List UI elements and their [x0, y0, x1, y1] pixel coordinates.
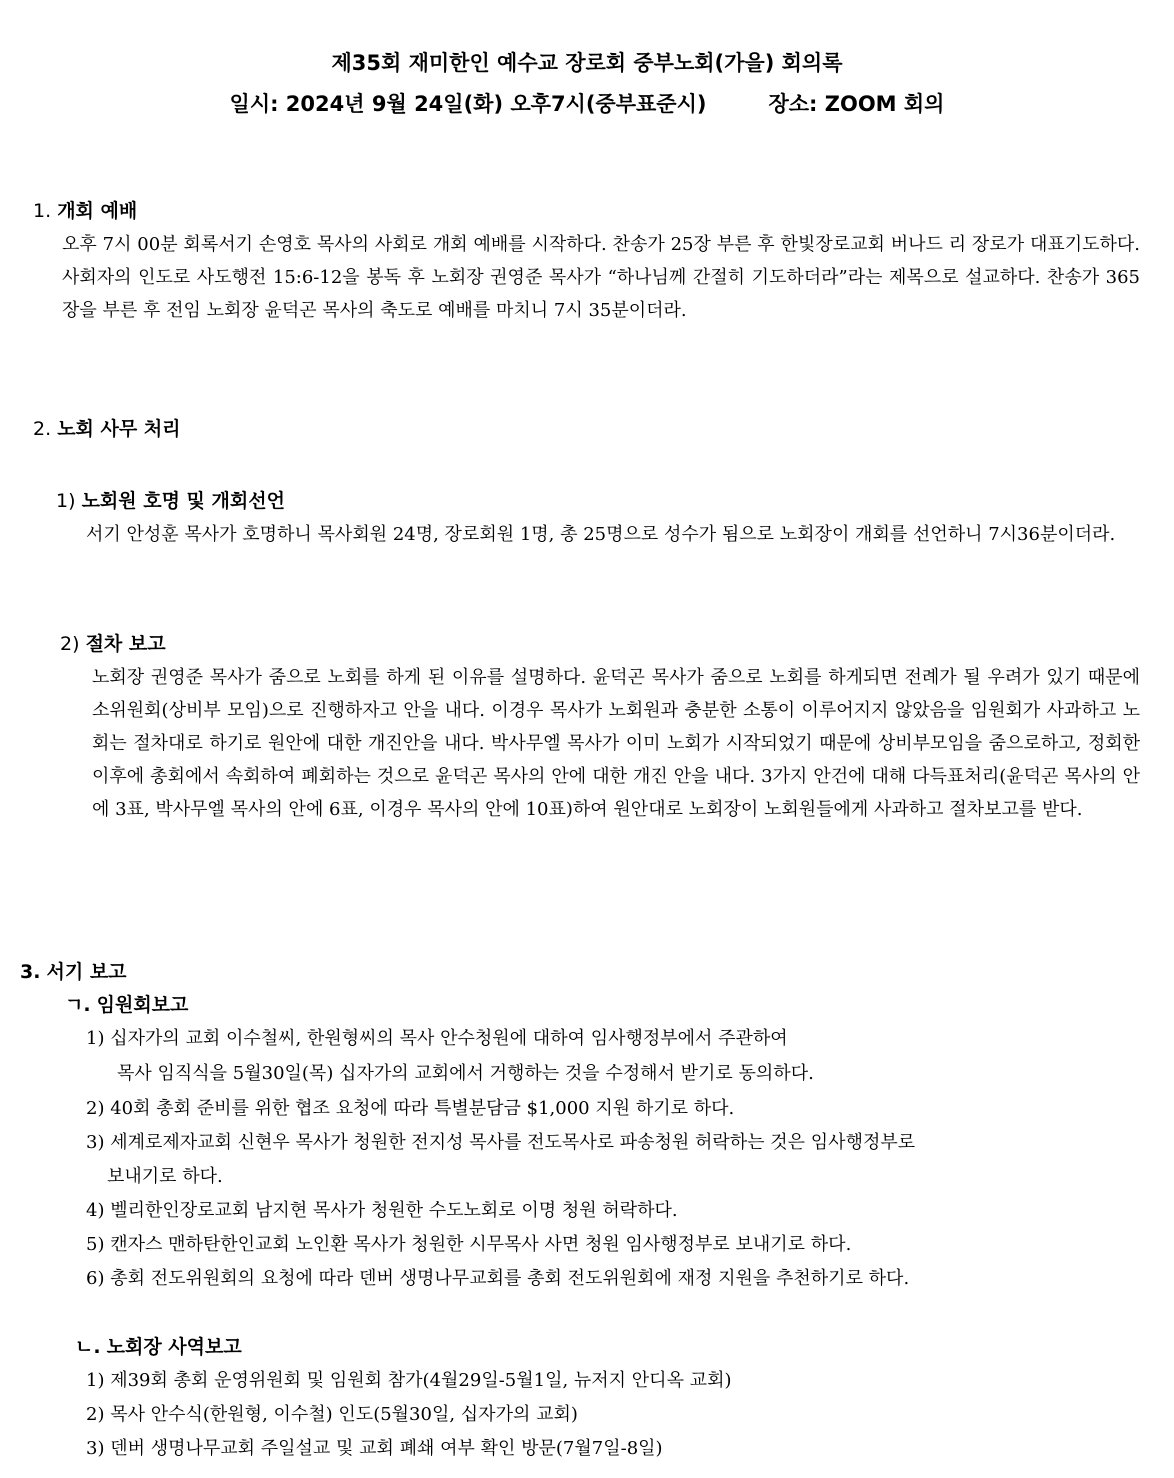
list-item — [86, 1230, 851, 1256]
item-text: 세계로제자교회 신현우 목사가 청원한 전지성 목사를 전도목사로 파송청원 허락하는 것은 임사행정부로 — [110, 1132, 916, 1153]
item-number: 3) — [86, 1132, 105, 1153]
list-item — [86, 1400, 578, 1426]
item-title: 노회원 호명 및 개회선언 — [81, 490, 285, 512]
item-number: 1) — [86, 1370, 105, 1391]
item-text: 캔자스 맨하탄한인교회 노인환 목사가 청원한 시무목사 사면 청원 임사행정부로 보내기로 하다. — [110, 1234, 852, 1255]
section-title: 서기 보고 — [46, 961, 127, 983]
item-text: 목사 안수식(한원형, 이수철) 인도(5월30일, 십자가의 교회) — [110, 1404, 578, 1425]
item-text: 벨리한인장로교회 남지현 목사가 청원한 수도노회로 이명 청원 허락하다. — [110, 1200, 678, 1221]
list-item — [86, 1264, 909, 1290]
meeting-place: 장소: ZOOM 회의 — [768, 92, 945, 116]
sub-title: 임원회보고 — [96, 994, 189, 1016]
section-1-heading — [33, 196, 137, 223]
section-2-item-2-body: 노회장 권영준 목사가 줌으로 노회를 하게 된 이유를 설명하다. 윤덕곤 목사가 줌으로 노회를 하게되면 전례가 될 우려가 있기 때문에 소위원회(상비부 모임)으로 진행하자고 안을 내다. 이경우 목사가 노회원과 충분한 소통이 이루어지지 않았음을 임원회가 사과하고 노회는 절차대로 하기로 원안에 대한 개진안을 내다. 박사무엘 목사가 이미 노회가 시작되었기 때문에 상비부모임을 줌으로하고, 정회한 이후에 총회에서 속회하여 폐회하는 것으로 윤덕곤 목사의 안에 대한 개진 안을 내다. 3가지 안건에 대해 다득표처리(윤덕곤 목사의 안에 3표, 박사무엘 목사의 안에 6표, 이경우 목사의 안에 10표)하여 원안대로 노회장이 노회원들에게 사과하고 절차보고를 받다. — [92, 667, 1140, 820]
document-title: 제35회 재미한인 예수교 장로회 중부노회(가을) 회의록 — [331, 51, 843, 75]
meeting-date-time: 일시: 2024년 9월 24일(화) 오후7시(중부표준시) — [229, 92, 707, 116]
section-3-sub-b-heading — [75, 1332, 242, 1359]
section-3-heading — [20, 957, 127, 984]
section-2-heading — [33, 414, 181, 441]
section-2-item-1-heading — [56, 486, 285, 513]
section-2-item-1-body: 서기 안성훈 목사가 호명하니 목사회원 24명, 장로회원 1명, 총 25명으로 성수가 됨으로 노회장이 개회를 선언하니 7시36분이더라. — [86, 524, 1116, 545]
item-number: 6) — [86, 1268, 105, 1289]
section-number: 2. — [33, 418, 52, 440]
list-item-continuation: 보내기로 하다. — [107, 1166, 223, 1187]
list-item-continuation: 목사 임직식을 5월30일(목) 십자가의 교회에서 거행하는 것을 수정해서 받기로 동의하다. — [117, 1063, 814, 1084]
sub-title: 노회장 사역보고 — [106, 1336, 242, 1358]
item-number: 5) — [86, 1234, 105, 1255]
item-number: 2) — [86, 1098, 105, 1119]
item-number: 2) — [60, 633, 80, 655]
item-text: 40회 총회 준비를 위한 협조 요청에 따라 특별분담금 $1,000 지원 하기로 하다. — [110, 1098, 735, 1119]
list-item — [86, 1128, 1142, 1154]
item-text: 제39회 총회 운영위원회 및 임원회 참가(4월29일-5월1일, 뉴저지 안디옥 교회) — [110, 1370, 732, 1391]
sub-marker: ㄴ. — [75, 1336, 101, 1358]
item-text: 십자가의 교회 이수철씨, 한원형씨의 목사 안수청원에 대하여 임사행정부에서 주관하여 — [110, 1028, 788, 1049]
item-number: 1) — [56, 490, 76, 512]
item-number: 4) — [86, 1200, 105, 1221]
section-title: 개회 예배 — [57, 200, 138, 222]
item-number: 1) — [86, 1028, 105, 1049]
item-number: 2) — [86, 1404, 105, 1425]
list-item — [86, 1024, 788, 1050]
meeting-info — [0, 88, 1174, 118]
section-number: 3. — [20, 961, 41, 983]
list-item — [86, 1434, 663, 1460]
list-item — [86, 1094, 734, 1120]
section-number: 1. — [33, 200, 52, 222]
item-title: 절차 보고 — [85, 633, 166, 655]
list-item — [86, 1366, 731, 1392]
sub-marker: ㄱ. — [65, 994, 91, 1016]
section-3-sub-a-heading — [65, 990, 188, 1017]
item-text: 덴버 생명나무교회 주일설교 및 교회 폐쇄 여부 확인 방문(7월7일-8일) — [110, 1438, 663, 1459]
section-1-body: 오후 7시 00분 회록서기 손영호 목사의 사회로 개회 예배를 시작하다. 찬송가 25장 부른 후 한빛장로교회 버나드 리 장로가 대표기도하다. 사회자의 인도로 사도행전 15:6-12을 봉독 후 노회장 권영준 목사가 “하나님께 간절히 기도하더라”라는 제목으로 설교하다. 찬송가 365장을 부른 후 전임 노회장 윤덕곤 목사의 축도로 예배를 마치니 7시 35분이더라. — [62, 234, 1140, 321]
section-2-item-2-heading — [60, 629, 166, 656]
section-title: 노회 사무 처리 — [57, 418, 181, 440]
item-text: 총회 전도위원회의 요청에 따라 덴버 생명나무교회를 총회 전도위원회에 재정 지원을 추천하기로 하다. — [110, 1268, 910, 1289]
list-item — [86, 1196, 678, 1222]
item-number: 3) — [86, 1438, 105, 1459]
